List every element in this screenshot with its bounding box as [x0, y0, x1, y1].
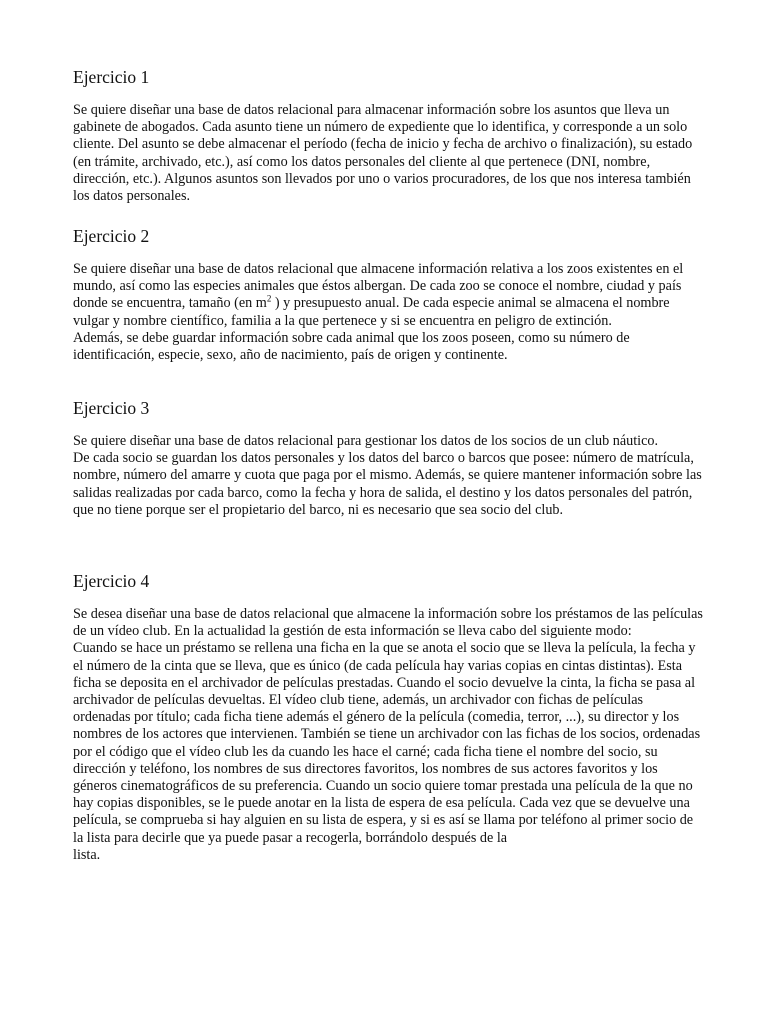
exercise-3-paragraph-2: De cada socio se guardan los datos personales y los datos del barco o barcos que posee: número de matrícula, nombre, número del amarre y cuota que paga por el mismo. Además, se quiere mantener información sobre las salidas realizadas por cada barco, como la fecha y hora de salida, el destino y los datos personales del patrón, que no tiene porque ser el propietario del barco, ni es necesario que sea socio del club. [73, 450, 702, 518]
exercise-1-paragraph-1: Se quiere diseñar una base de datos relacional para almacenar información sobre los asuntos que lleva un gabinete de abogados. Cada asunto tiene un número de expediente que lo identifica, y corresponde a un solo cliente. Del asunto se debe almacenar el período (fecha de inicio y fecha de archivo o finalización), su estado (en trámite, archivado, etc.), así como los datos personales del cliente al que pertenece (DNI, nombre, dirección, etc.). Algunos asuntos son llevados por uno o varios procuradores, de los que nos interesa también los datos personales. [73, 102, 693, 205]
exercise-1 [73, 66, 703, 205]
exercise-3-body [73, 433, 703, 519]
exercise-4-paragraph-2: Cuando se hace un préstamo se rellena una ficha en la que se anota el socio que se lleva la película, la fecha y el número de la cinta que se lleva, que es único (de cada película hay varias copias en cintas distintas). Esta ficha se deposita en el archivador de películas prestadas. Cuando el socio devuelve la cinta, la ficha se pasa al archivador de películas devueltas. El vídeo club tiene, además, un archivador con fichas de películas ordenadas por título; cada ficha tiene además el género de la película (comedia, terror, ...), su director y los nombres de los actores que intervienen. También se tiene un archivador con las fichas de los socios, ordenadas por el código que el vídeo club les da cuando les hace el carné; cada ficha tiene el nombre del socio, su dirección y teléfono, los nombres de sus directores favoritos, los nombres de sus actores favoritos y los géneros cinematográficos de su preferencia. Cuando un socio quiere tomar prestada una película de la que no hay copias disponibles, se le puede anotar en la lista de espera de esa película. Cada vez que se devuelve una película, se comprueba si hay alguien en su lista de espera, y si es así se llama por teléfono al primer socio de la lista para decirle que ya puede pasar a recogerla, borrándolo después de la [73, 640, 701, 846]
exercise-4-paragraph-1: Se desea diseñar una base de datos relacional que almacene la información sobre los préstamos de las películas de un vídeo club. En la actualidad la gestión de esta información se lleva cabo del siguiente modo: [73, 606, 703, 640]
exercise-4-title: Ejercicio 4 [73, 571, 150, 591]
exercise-2-paragraph-1-part-a: Se quiere diseñar una base de datos relacional que almacene información relativa a los zoos existentes en el mundo, así como las especies animales que éstos albergan. De cada zoo se conoce el nombre, ciudad y país donde se encuentra, tamaño (en m [73, 261, 684, 312]
exercise-2-paragraph-1 [73, 261, 703, 330]
exercise-2-body [73, 261, 703, 364]
exercise-3-title: Ejercicio 3 [73, 398, 150, 418]
exercise-2-paragraph-1-part-b: ) y presupuesto anual. De cada especie animal se almacena el nombre vulgar y nombre científico, familia a la que pertenece y si se encuentra en peligro de extinción. [73, 295, 670, 329]
exercise-4-body [73, 606, 703, 864]
exercise-2-title: Ejercicio 2 [73, 226, 150, 246]
exercise-4 [73, 570, 703, 864]
exercise-2 [73, 225, 703, 364]
exercise-4-paragraph-3: lista. [73, 846, 101, 863]
exercise-2-superscript: 2 [266, 293, 272, 304]
exercise-1-body [73, 102, 703, 205]
exercise-3 [73, 397, 703, 519]
exercise-3-paragraph-1: Se quiere diseñar una base de datos relacional para gestionar los datos de los socios de un club náutico. [73, 433, 659, 449]
exercise-2-paragraph-2: Además, se debe guardar información sobre cada animal que los zoos poseen, como su número de identificación, especie, sexo, año de nacimiento, país de origen y continente. [73, 329, 630, 364]
exercise-1-title: Ejercicio 1 [73, 67, 150, 87]
